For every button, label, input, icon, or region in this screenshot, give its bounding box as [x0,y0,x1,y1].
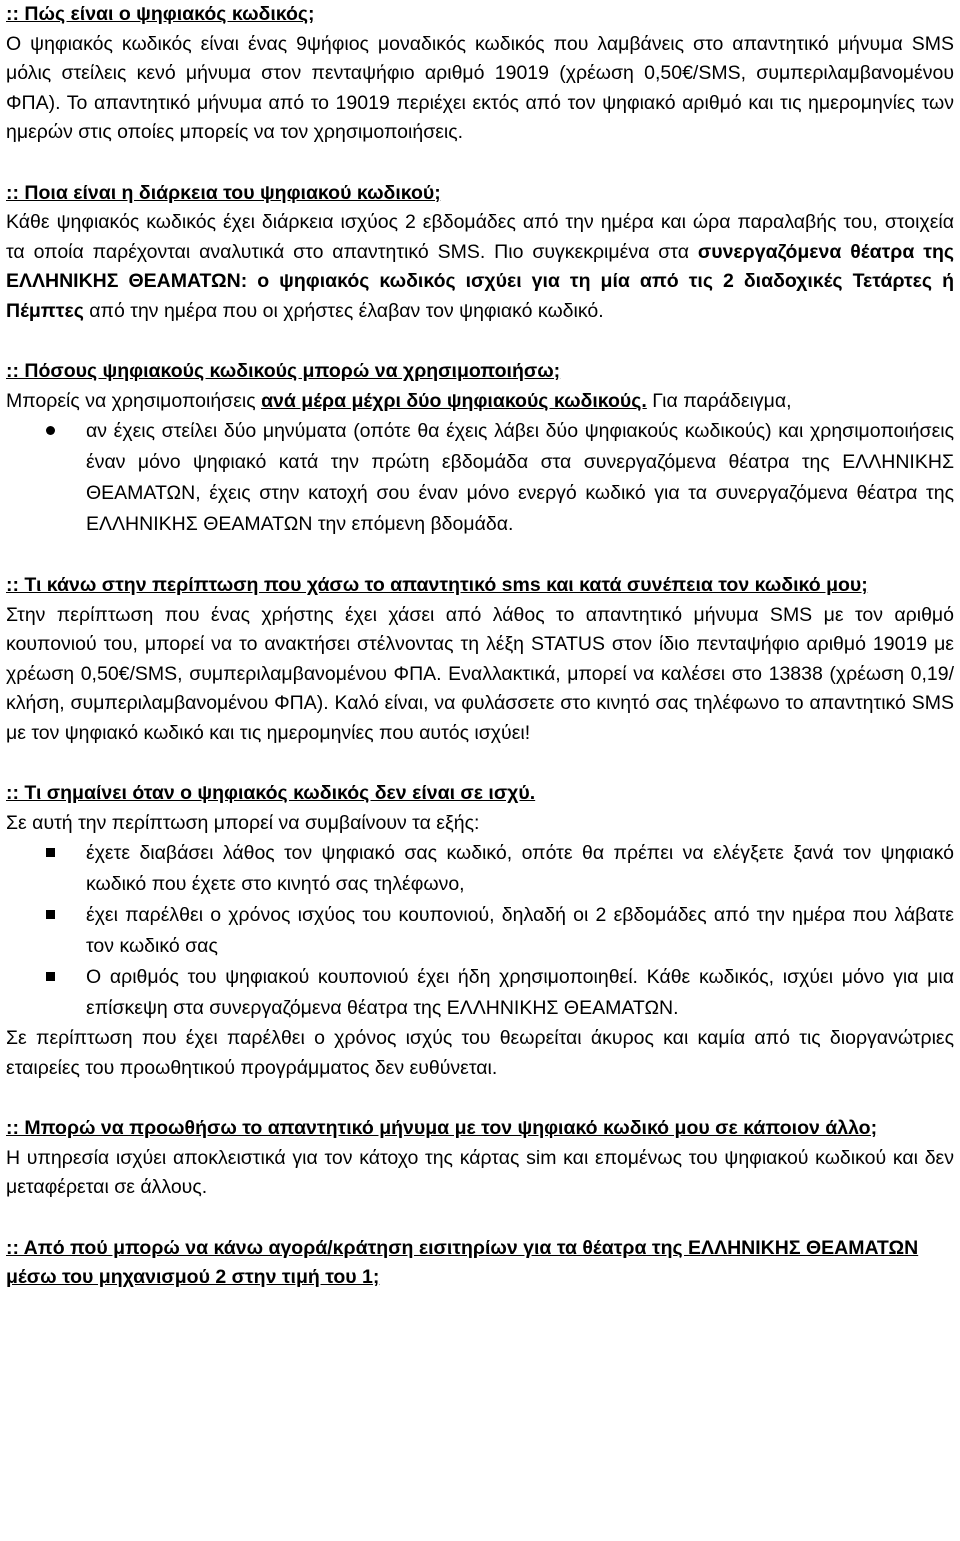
bullet-list [6,838,954,1024]
faq-heading: :: Πόσους ψηφιακούς κωδικούς μπορώ να χρησιμοποιήσω; [6,360,561,382]
faq-answer: Ο ψηφιακός κωδικός είναι ένας 9ψήφιος μοναδικός κωδικός που λαμβάνεις στο απαντητικό μήνυμα SMS μόλις στείλεις κενό μήνυμα στον πενταψήφιο αριθμό 19019 (χρέωση 0,50€/SMS, συμπεριλαμβανομένου ΦΠΑ). Το απαντητικό μήνυμα από το 19019 περιέχει εκτός από τον ψηφιακό αριθμό και τις ημερομηνίες των ημερών στις οποίες μπορείς να τον χρησιμοποιήσεις. [6,32,954,143]
list-item-text: αν έχεις στείλει δύο μηνύματα (οπότε θα έχεις λάβει δύο ψηφιακούς κωδικούς) και χρησιμοποιήσεις έναν μόνο ψηφιακό κατά την πρώτη εβδομάδα στα συνεργαζόμενα θέατρα της ΕΛΛΗΝΙΚΗΣ ΘΕΑΜΑΤΩΝ, έχεις στην κατοχή σου έναν μόνο ενεργό κωδικό για τα συνεργαζόμενα θέατρα της ΕΛΛΗΝΙΚΗΣ ΘΕΑΜΑΤΩΝ την επόμενη βδομάδα. [86,420,954,535]
answer-text: Κάθε ψηφιακός κωδικός έχει διάρκεια ισχύος 2 εβδομάδες από την ημέρα και ώρα παραλαβής του, στοιχεία τα οποία παρέχονται αναλυτικά στο απαντητικό SMS. Πιο συγκεκριμένα στα [6,211,954,263]
bullet-dot-icon [40,416,60,447]
faq-heading: :: Τι σημαίνει όταν ο ψηφιακός κωδικός δεν είναι σε ισχύ. [6,782,536,804]
faq-answer [6,387,954,417]
answer-text: Για παράδειγμα, [646,389,792,412]
faq-heading: :: Τι κάνω στην περίπτωση που χάσω το απαντητικό sms και κατά συνέπεια τον κωδικό μου; [6,574,868,596]
faq-section-duration [6,179,954,327]
faq-answer: Σε περίπτωση που έχει παρέλθει ο χρόνος ισχύς του θεωρείται άκυρος και καμία από τις διοργανώτριες εταιρείες του προωθητικού προγράμματος δεν ευθύνεται. [6,1027,954,1079]
bullet-square-icon [40,900,60,931]
faq-section-where-to-buy [6,1234,954,1293]
answer-bold-text: ανά μέρα μέχρι δύο ψηφιακούς κωδικούς. [261,389,647,412]
list-item [86,838,954,900]
faq-section-forward-sms [6,1114,954,1203]
bullet-square-icon [40,962,60,993]
faq-section-lost-sms [6,571,954,748]
answer-bold-text: συνεργαζόμενα θέατρα της ΕΛΛΗΝΙΚΗΣ ΘΕΑΜΑΤΩΝ: ο ψηφιακός κωδικός ισχύει για τη μία από τις 2 διαδοχικές Τετάρτες ή Πέμπτες [6,240,954,322]
faq-heading: :: Πώς είναι ο ψηφιακός κωδικός; [6,3,315,25]
list-item [86,416,954,540]
faq-heading: :: Ποια είναι η διάρκεια του ψηφιακού κωδικού; [6,181,441,204]
faq-answer: Η υπηρεσία ισχύει αποκλειστικά για τον κάτοχο της κάρτας sim και επομένως του ψηφιακού κωδικού και δεν μεταφέρεται σε άλλους. [6,1146,954,1198]
list-item-text: Ο αριθμός του ψηφιακού κουπονιού έχει ήδη χρησιμοποιηθεί. Κάθε κωδικός, ισχύει μόνο για μια επίσκεψη στα συνεργαζόμενα θέατρα της ΕΛΛΗΝΙΚΗΣ ΘΕΑΜΑΤΩΝ. [86,966,954,1019]
list-item-text: έχετε διαβάσει λάθος τον ψηφιακό σας κωδικό, οπότε θα πρέπει να ελέγξετε ξανά τον ψηφιακό κωδικό που έχετε στο κινητό σας τηλέφωνο, [86,842,954,895]
faq-section-how-many-codes [6,357,954,540]
faq-section-invalid-code [6,779,954,1083]
answer-text: από την ημέρα που οι χρήστες έλαβαν τον ψηφιακό κωδικό. [83,299,604,322]
answer-text: Μπορείς να χρησιμοποιήσεις [6,389,262,412]
faq-answer [6,208,954,326]
list-item [86,900,954,962]
faq-heading: :: Από πού μπορώ να κάνω αγορά/κράτηση εισιτηρίων για τα θέατρα της ΕΛΛΗΝΙΚΗΣ ΘΕΑΜΑΤΩΝ μέσω του μηχανισμού 2 στην τιμή του 1; [6,1236,919,1288]
faq-answer: Στην περίπτωση που ένας χρήστης έχει χάσει από λάθος το απαντητικό μήνυμα SMS με τον αριθμό κουπονιού του, μπορεί να το ανακτήσει στέλνοντας τη λέξη STATUS στον ίδιο πενταψήφιο αριθμό 19019 με χρέωση 0,50€/SMS, συμπεριλαμβανομένου ΦΠΑ. Εναλλακτικά, μπορεί να καλέσει στο 13838 (χρέωση 0,19/κλήση, συμπεριλαμβανομένου ΦΠΑ). Καλό είναι, να φυλάσσετε στο κινητό σας τηλέφωνο το απαντητικό SMS με τον ψηφιακό κωδικό και τις ημερομηνίες που αυτός ισχύει! [6,603,954,744]
list-item-text: έχει παρέλθει ο χρόνος ισχύος του κουπονιού, δηλαδή οι 2 εβδομάδες από την ημέρα που λάβατε τον κωδικό σας [86,904,954,957]
bullet-square-icon [40,838,60,869]
faq-answer: Σε αυτή την περίπτωση μπορεί να συμβαίνουν τα εξής: [6,811,480,834]
bullet-list [6,416,954,540]
faq-heading: :: Μπορώ να προωθήσω το απαντητικό μήνυμα με τον ψηφιακό κωδικό μου σε κάποιον άλλο; [6,1117,878,1139]
faq-section-what-is-code [6,0,954,148]
list-item [86,962,954,1024]
